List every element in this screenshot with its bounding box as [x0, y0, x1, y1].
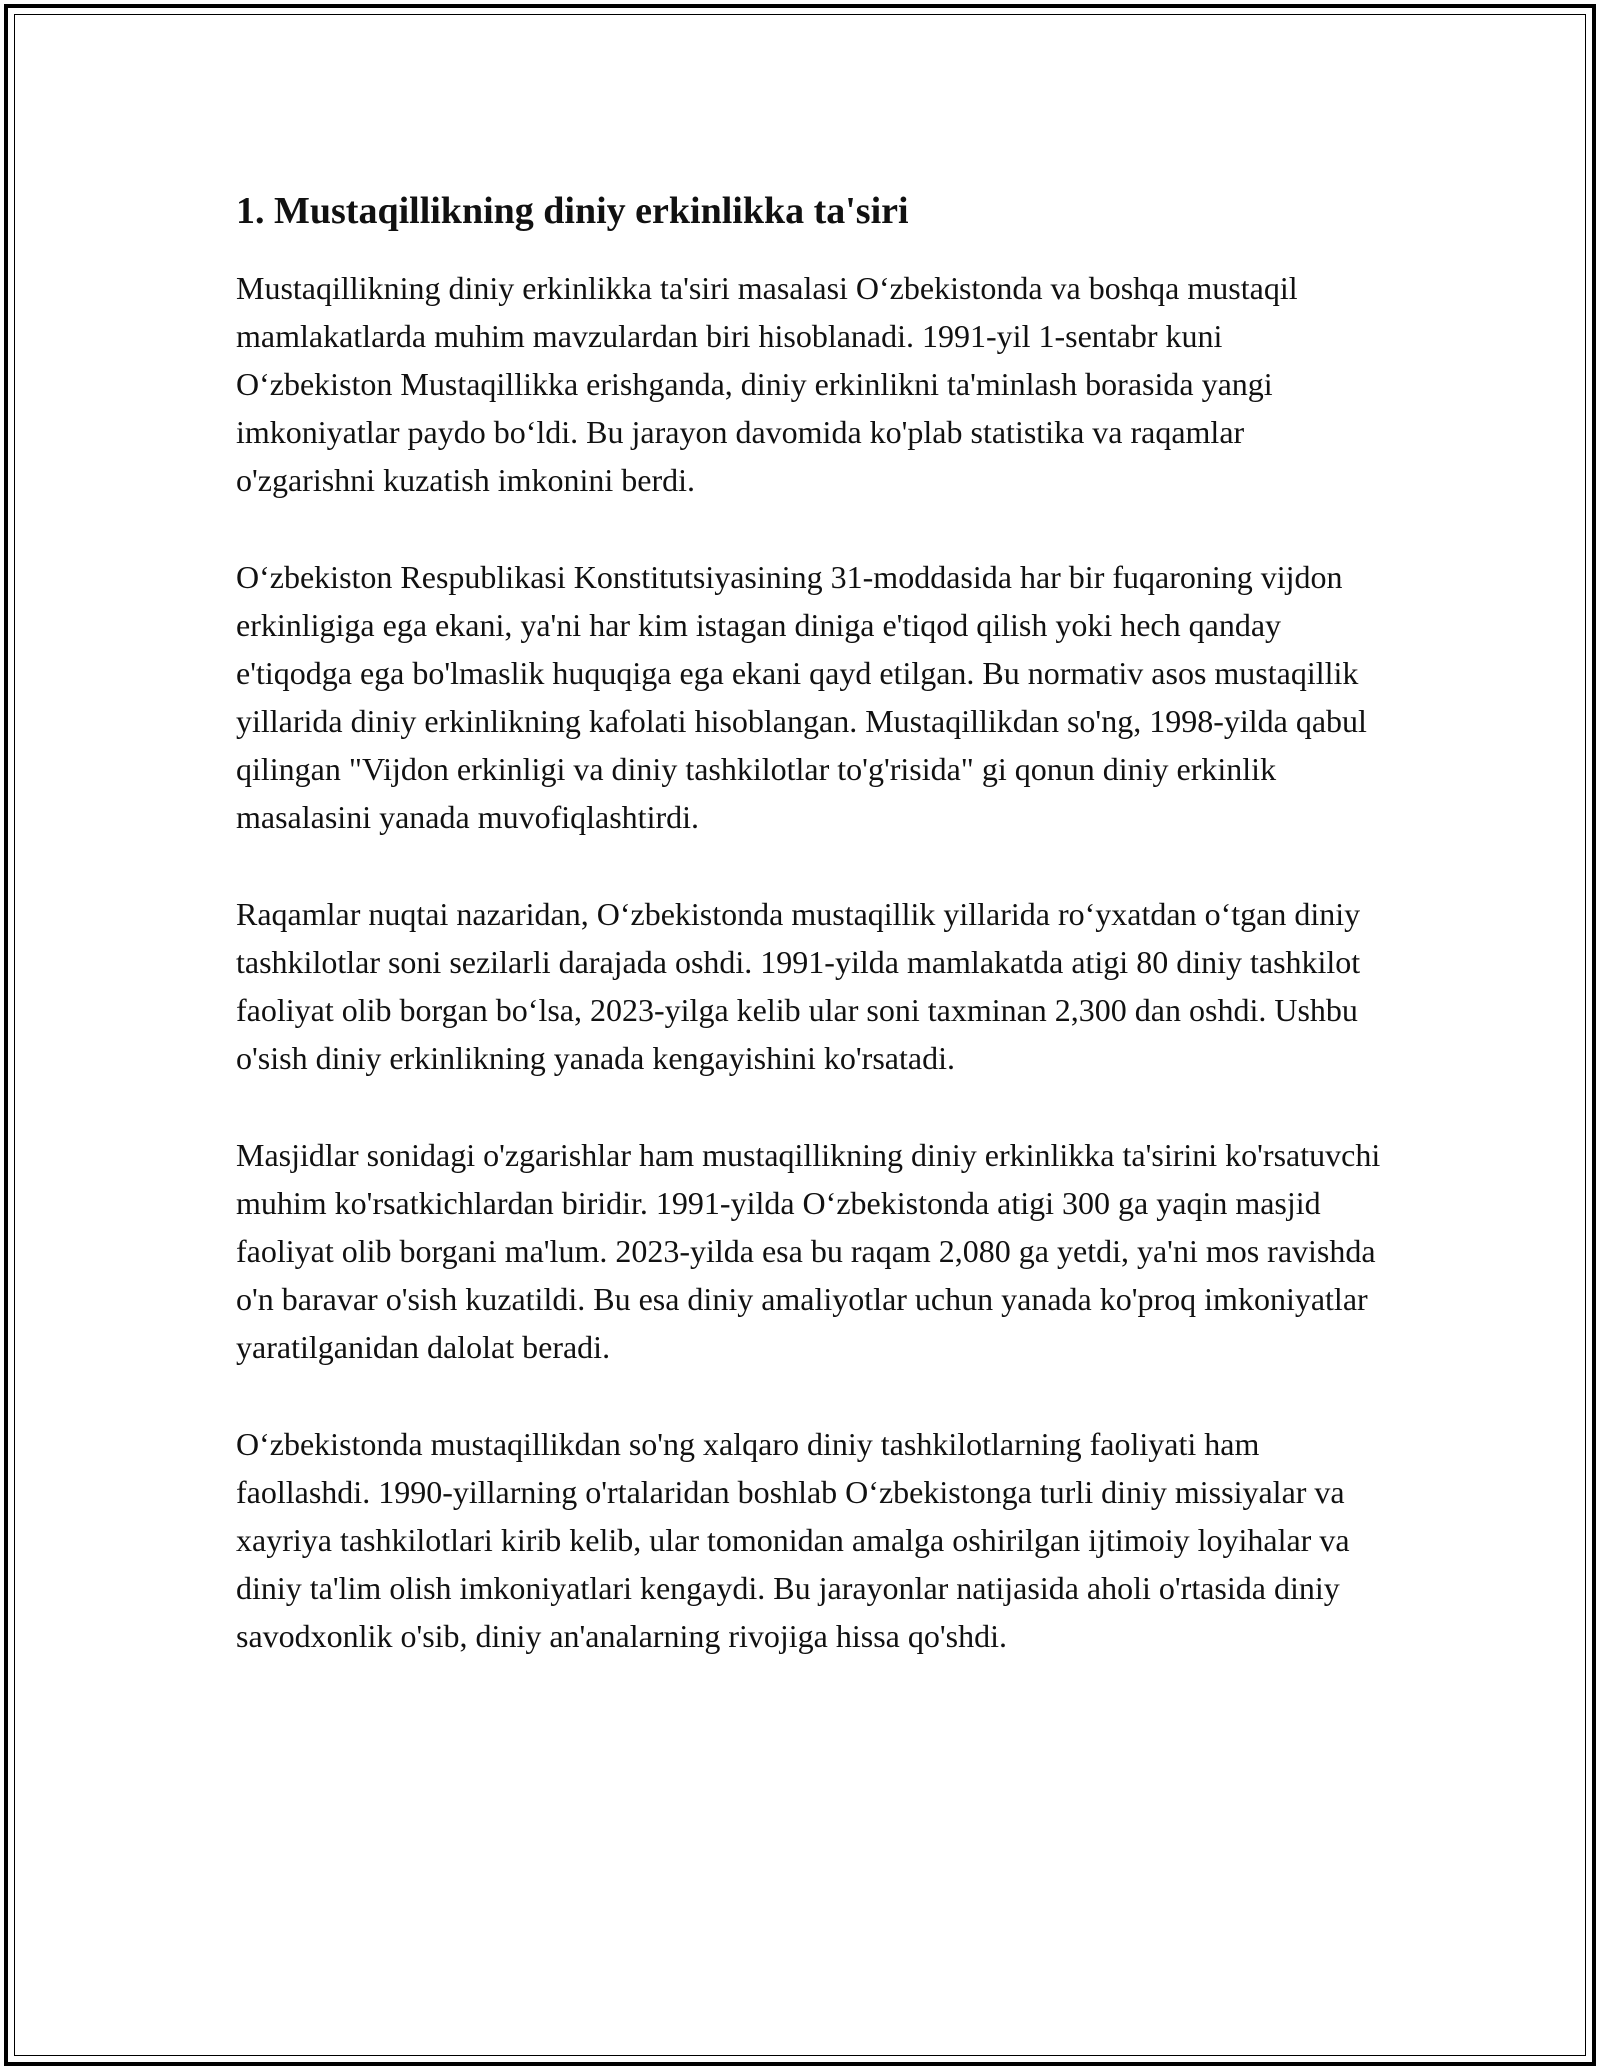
paragraph-constitution: O‘zbekiston Respublikasi Konstitutsiyasining 31-moddasida har bir fuqaroning vijdon erkinligiga ega ekani, ya'ni har kim istagan diniga e'tiqod qilish yoki hech qanday e'tiqodga ega bo'lmaslik huquqiga ega ekani qayd etilgan. Bu normativ asos mustaqillik yillarida diniy erkinlikning kafolati hisoblangan. Mustaqillikdan so'ng, 1998-yilda qabul qilingan "Vijdon erkinligi va diniy tashkilotlar to'g'risida" gi qonun diniy erkinlik masalasini yanada muvofiqlashtirdi. — [236, 559, 1367, 835]
paragraph-international: O‘zbekistonda mustaqillikdan so'ng xalqaro diniy tashkilotlarning faoliyati ham faollashdi. 1990-yillarning o'rtalaridan boshlab O‘zbekistonga turli diniy missiyalar va xayriya tashkilotlari kirib kelib, ular tomonidan amalga oshirilgan ijtimoiy loyihalar va diniy ta'lim olish imkoniyatlari kengaydi. Bu jarayonlar natijasida aholi o'rtasida diniy savodxonlik o'sib, diniy an'analarning rivojiga hissa qo'shdi. — [236, 1426, 1350, 1654]
section-title: 1. Mustaqillikning diniy erkinlikka ta'siri — [236, 190, 909, 232]
paragraph-mosques: Masjidlar sonidagi o'zgarishlar ham mustaqillikning diniy erkinlikka ta'sirini ko'rsatuvchi muhim ko'rsatkichlardan biridir. 1991-yilda O‘zbekistonda atigi 300 ga yaqin masjid faoliyat olib borgani ma'lum. 2023-yilda esa bu raqam 2,080 ga yetdi, ya'ni mos ravishda o'n baravar o'sish kuzatildi. Bu esa diniy amaliyotlar uchun yanada ko'proq imkoniyatlar yaratilganidan dalolat beradi. — [236, 1137, 1381, 1365]
document-body — [236, 186, 1386, 1709]
paragraph-intro: Mustaqillikning diniy erkinlikka ta'siri masalasi O‘zbekistonda va boshqa mustaqil mamlakatlarda muhim mavzulardan biri hisoblanadi. 1991-yil 1-sentabr kuni O‘zbekiston Mustaqillikka erishganda, diniy erkinlikni ta'minlash borasida yangi imkoniyatlar paydo bo‘ldi. Bu jarayon davomida ko'plab statistika va raqamlar o'zgarishni kuzatish imkonini berdi. — [236, 270, 1298, 498]
paragraph-organizations: Raqamlar nuqtai nazaridan, O‘zbekistonda mustaqillik yillarida ro‘yxatdan o‘tgan diniy tashkilotlar soni sezilarli darajada oshdi. 1991-yilda mamlakatda atigi 80 diniy tashkilot faoliyat olib borgan bo‘lsa, 2023-yilga kelib ular soni taxminan 2,300 dan oshdi. Ushbu o'sish diniy erkinlikning yanada kengayishini ko'rsatadi. — [236, 896, 1361, 1076]
